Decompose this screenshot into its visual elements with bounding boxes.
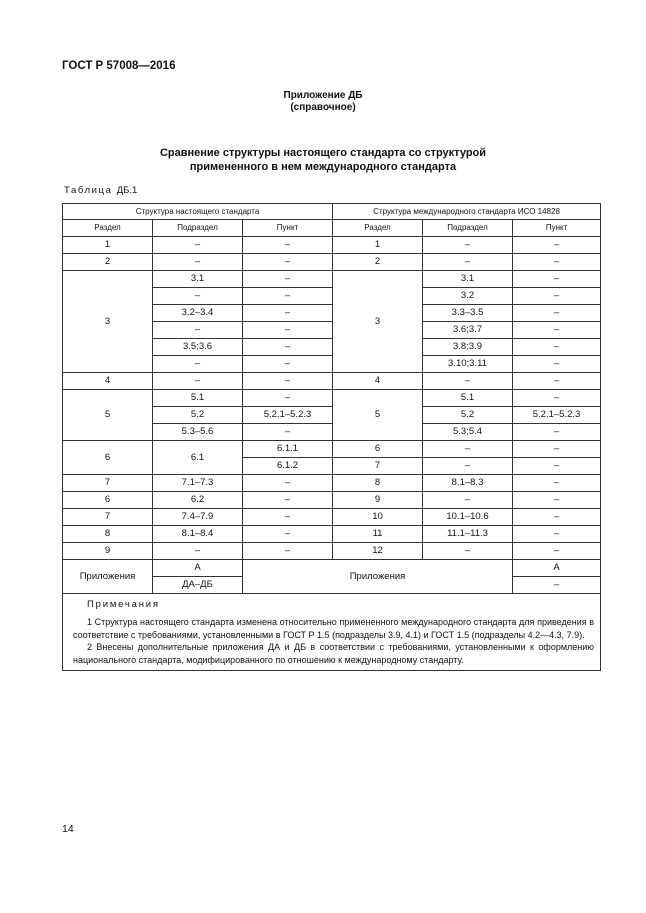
table-column-header (63, 220, 601, 237)
table-cell: – (513, 526, 601, 543)
table-notes-row (63, 594, 601, 671)
table-cell: – (513, 373, 601, 390)
table-cell: 9 (63, 543, 153, 560)
table-cell: 6 (333, 441, 423, 458)
table-cell: – (243, 288, 333, 305)
table-cell: Приложения (63, 560, 153, 594)
document-header: ГОСТ Р 57008—2016 (62, 60, 176, 72)
table-cell: 2 (333, 254, 423, 271)
subject-line-2: примененного в нем международного стандарта (189, 161, 457, 173)
table-cell: – (243, 356, 333, 373)
table-cell: – (423, 458, 513, 475)
table-cell: 8 (63, 526, 153, 543)
table-cell: – (513, 424, 601, 441)
table-cell: 5.2.1–5.2.3 (243, 407, 333, 424)
table-row (63, 441, 601, 458)
table-caption (64, 185, 137, 196)
group-header-international: Структура международного стандарта ИСО 14828 (333, 204, 601, 220)
table-cell: 12 (333, 543, 423, 560)
col-header-point: Пункт (513, 220, 601, 237)
table-cell: – (423, 492, 513, 509)
note-1: 1 Структура настоящего стандарта изменена относительно примененного международного стандарта для приведения в соответствие с требованиями, установленными в ГОСТ Р 1.5 (подразделы 3.9, 4.1) и ГОСТ 1.5 (подразделы 4.2—4.3, 7.9). (73, 617, 595, 640)
table-row (63, 237, 601, 254)
table-cell: – (513, 492, 601, 509)
table-cell: – (153, 237, 243, 254)
table-cell: – (153, 543, 243, 560)
table-cell: А (153, 560, 243, 577)
table-cell: – (513, 458, 601, 475)
table-cell: 3 (333, 271, 423, 373)
table-cell: – (153, 356, 243, 373)
table-cell: – (513, 577, 601, 594)
table-cell: – (513, 339, 601, 356)
appendix-title: Приложение ДБ (283, 90, 363, 101)
table-cell: 1 (63, 237, 153, 254)
table-cell: 3.1 (153, 271, 243, 288)
table-cell: – (243, 509, 333, 526)
table-row (63, 271, 601, 288)
table-cell: 5 (333, 390, 423, 441)
col-header-section: Раздел (63, 220, 153, 237)
table-cell: 5.2 (153, 407, 243, 424)
table-row (63, 492, 601, 509)
col-header-subsection: Подраздел (423, 220, 513, 237)
table-cell: 4 (63, 373, 153, 390)
table-cell: 4 (333, 373, 423, 390)
table-cell: – (513, 356, 601, 373)
table-cell: – (153, 254, 243, 271)
table-cell: 6.1.1 (243, 441, 333, 458)
table-cell: – (423, 441, 513, 458)
table-cell: – (243, 424, 333, 441)
table-cell: 6.1 (153, 441, 243, 475)
table-cell: 6.2 (153, 492, 243, 509)
table-cell: 3.2–3.4 (153, 305, 243, 322)
table-cell: – (243, 526, 333, 543)
table-cell: – (423, 237, 513, 254)
table-cell: 3.10;3.11 (423, 356, 513, 373)
table-row (63, 390, 601, 407)
table-cell: – (243, 492, 333, 509)
table-cell: – (423, 373, 513, 390)
table-cell: – (513, 509, 601, 526)
table-row (63, 543, 601, 560)
table-cell: – (243, 237, 333, 254)
appendix-heading (0, 90, 646, 114)
table-cell: – (513, 475, 601, 492)
group-header-national: Структура настоящего стандарта (63, 204, 333, 220)
table-cell: 3.2 (423, 288, 513, 305)
table-cell: 1 (333, 237, 423, 254)
note-2: 2 Внесены дополнительные приложения ДА и ДБ в соответствии с требованиями, установленными к оформлению национального стандарта, модифицированного по отношению к международному стандарту. (73, 642, 595, 665)
table-cell: 6.1.2 (243, 458, 333, 475)
table-cell: 5.1 (423, 390, 513, 407)
table-caption-id: ДБ.1 (116, 185, 138, 196)
table-cell: – (513, 543, 601, 560)
table-cell: – (243, 543, 333, 560)
table-cell: ДА–ДБ (153, 577, 243, 594)
table-caption-word: Таблица (64, 185, 113, 196)
table-cell: 5.2.1–5.2.3 (513, 407, 601, 424)
table-cell: 3 (63, 271, 153, 373)
table-cell: – (513, 305, 601, 322)
table-notes (63, 594, 601, 671)
table-cell: – (513, 237, 601, 254)
table-cell: – (243, 322, 333, 339)
table-row (63, 560, 601, 577)
table-cell: – (423, 543, 513, 560)
table-cell: – (243, 373, 333, 390)
col-header-subsection: Подраздел (153, 220, 243, 237)
table-row (63, 475, 601, 492)
appendix-subject (0, 146, 646, 174)
table-cell: – (243, 305, 333, 322)
table-row (63, 254, 601, 271)
notes-title: Примечания (87, 599, 160, 610)
table-cell: 7 (333, 458, 423, 475)
table-cell: 8.1–8.4 (153, 526, 243, 543)
table-cell: 5.3;5.4 (423, 424, 513, 441)
table-row (63, 526, 601, 543)
table-cell: – (153, 288, 243, 305)
table-cell: 7 (63, 509, 153, 526)
table-cell: 3.3–3.5 (423, 305, 513, 322)
table-cell: 6 (63, 492, 153, 509)
table-cell: 5.2 (423, 407, 513, 424)
table-cell: 7.4–7.9 (153, 509, 243, 526)
table-cell: – (513, 441, 601, 458)
table-cell: 5.3–5.6 (153, 424, 243, 441)
table-cell: 2 (63, 254, 153, 271)
table-cell: – (513, 390, 601, 407)
table-cell: – (153, 373, 243, 390)
table-cell: 10.1–10.6 (423, 509, 513, 526)
table-cell: – (243, 271, 333, 288)
table-cell: 9 (333, 492, 423, 509)
table-cell: 5.1 (153, 390, 243, 407)
table-cell: 11 (333, 526, 423, 543)
page-number: 14 (62, 823, 74, 835)
subject-line-1: Сравнение структуры настоящего стандарта со структурой (159, 147, 487, 159)
table-cell: 3.1 (423, 271, 513, 288)
table-cell: 8 (333, 475, 423, 492)
table-cell: 10 (333, 509, 423, 526)
table-cell: 11.1–11.3 (423, 526, 513, 543)
table-cell: – (513, 254, 601, 271)
table-row (63, 373, 601, 390)
table-cell: – (243, 254, 333, 271)
table-cell: – (153, 322, 243, 339)
table-cell: Приложения (243, 560, 513, 594)
table-group-header (63, 204, 601, 220)
table-cell: 7.1–7.3 (153, 475, 243, 492)
table-cell: – (513, 288, 601, 305)
table-cell: 5 (63, 390, 153, 441)
comparison-table (62, 203, 601, 671)
appendix-type: (справочное) (290, 102, 356, 113)
table-cell: 6 (63, 441, 153, 475)
table-cell: 3.5;3.6 (153, 339, 243, 356)
col-header-point: Пункт (243, 220, 333, 237)
table-cell: А (513, 560, 601, 577)
table-cell: – (423, 254, 513, 271)
table-row (63, 509, 601, 526)
table-cell: 8.1–8.3 (423, 475, 513, 492)
table-cell: – (243, 475, 333, 492)
table-cell: – (513, 322, 601, 339)
col-header-section: Раздел (333, 220, 423, 237)
table-cell: 3.6;3.7 (423, 322, 513, 339)
table-cell: 3.8;3.9 (423, 339, 513, 356)
table-cell: 7 (63, 475, 153, 492)
table-cell: – (243, 390, 333, 407)
table-cell: – (243, 339, 333, 356)
table-cell: – (513, 271, 601, 288)
